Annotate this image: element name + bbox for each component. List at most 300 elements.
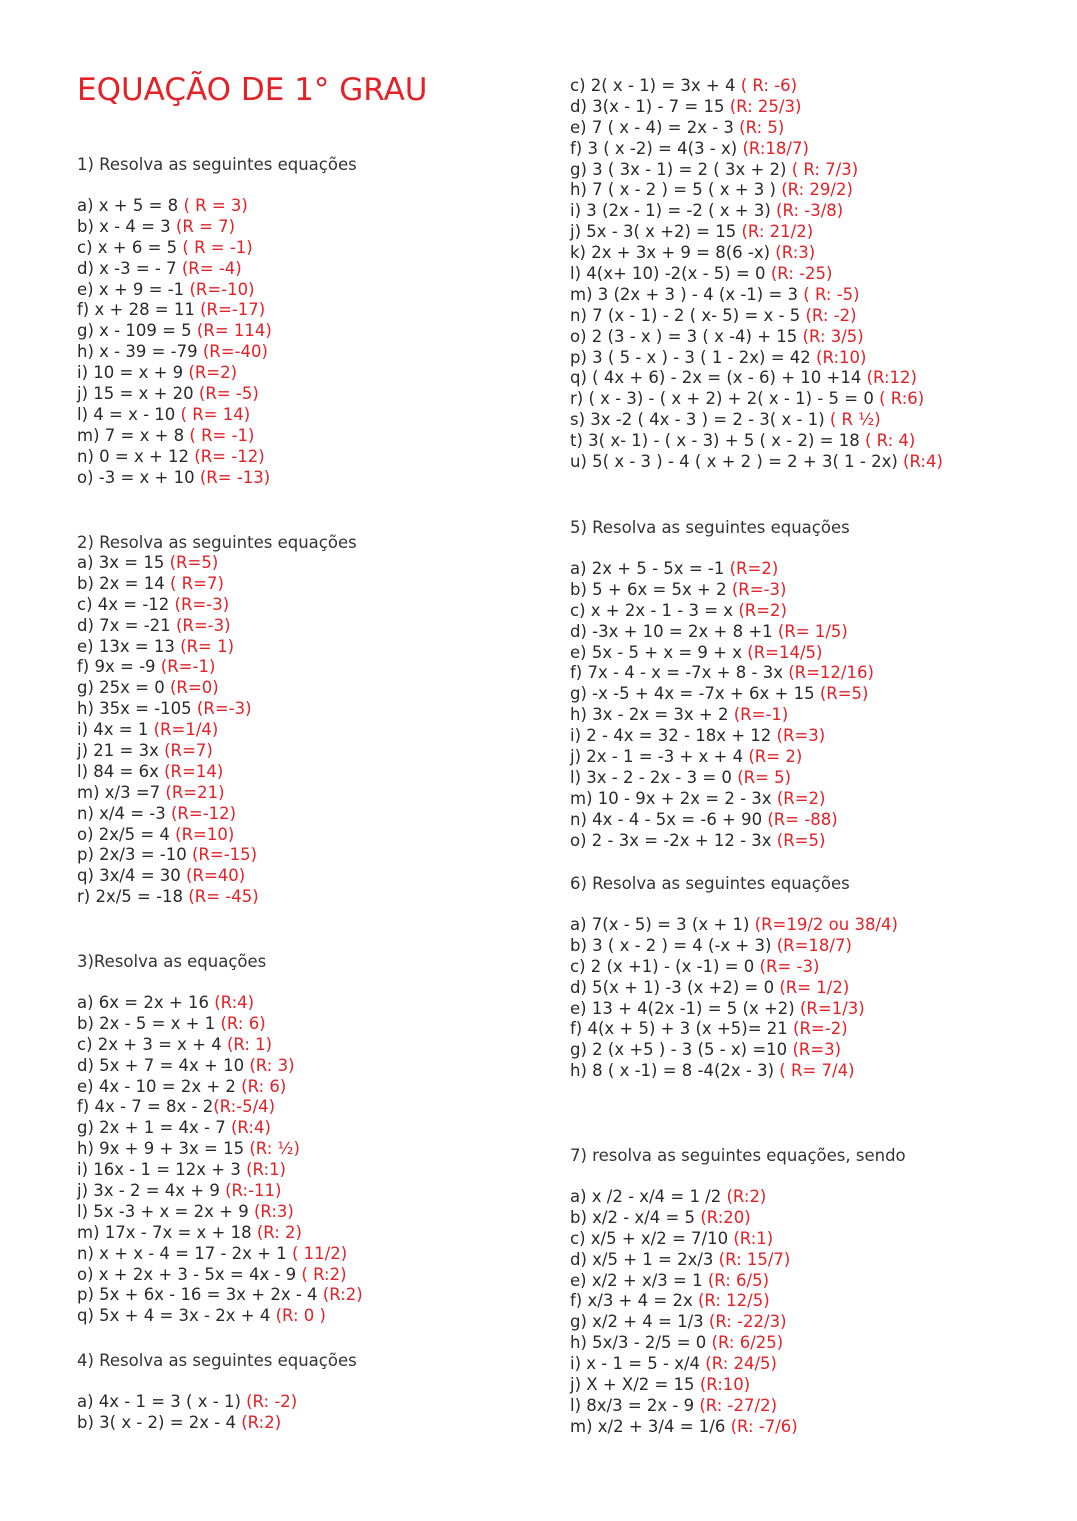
answer-text: (R:3) xyxy=(775,243,816,263)
equation-item xyxy=(570,601,874,622)
equation-text: p) 2x/3 = -10 xyxy=(77,845,192,865)
equation-text: g) x - 109 = 5 xyxy=(77,321,197,341)
answer-text: (R:1) xyxy=(246,1160,286,1180)
equation-text: i) 10 = x + 9 xyxy=(77,363,189,383)
answer-text: ( R = -1) xyxy=(182,237,253,257)
answer-text: (R = 7) xyxy=(175,216,236,236)
equation-item xyxy=(77,447,357,468)
equation-text: o) x + 2x + 3 - 5x = 4x - 9 xyxy=(77,1264,302,1284)
equation-text: c) x + 2x - 1 - 3 = x xyxy=(570,600,739,620)
equation-item xyxy=(77,887,357,908)
equation-item xyxy=(570,768,874,789)
answer-text: (R=3) xyxy=(792,1040,842,1060)
answer-text: (R:10) xyxy=(816,347,867,367)
equation-item xyxy=(570,810,874,831)
equation-text: d) 7x = -21 xyxy=(77,615,176,635)
equation-item xyxy=(77,300,357,321)
equation-text: f) 7x - 4 - x = -7x + 8 - 3x xyxy=(570,663,789,683)
equation-item xyxy=(570,139,943,160)
answer-text: (R:20) xyxy=(700,1207,751,1227)
equation-item xyxy=(570,1333,906,1354)
equation-text: d) 5x + 7 = 4x + 10 xyxy=(77,1055,250,1075)
equation-text: c) 4x = -12 xyxy=(77,594,175,614)
equation-item xyxy=(77,1244,363,1265)
equation-item xyxy=(570,1312,906,1333)
answer-text: (R=5) xyxy=(169,553,219,572)
equation-item xyxy=(570,643,874,664)
equation-text: q) 3x/4 = 30 xyxy=(77,866,187,886)
answer-text: (R= -3) xyxy=(759,956,820,976)
answer-text: ( 11/2) xyxy=(292,1243,348,1263)
equation-text: a) 7(x - 5) = 3 (x + 1) xyxy=(570,915,755,934)
answer-text: (R=2) xyxy=(738,600,787,620)
equation-text: f) x/3 + 4 = 2x xyxy=(570,1291,698,1311)
equation-item xyxy=(77,1014,363,1035)
equation-item xyxy=(570,180,943,201)
equation-text: b) 2x = 14 xyxy=(77,573,170,593)
equation-text: h) 7 ( x - 2 ) = 5 ( x + 3 ) xyxy=(570,180,782,200)
answer-text: (R: 29/2) xyxy=(781,180,853,200)
equation-text: u) 5( x - 3 ) - 4 ( x + 2 ) = 2 + 3( 1 - 2x) xyxy=(570,452,904,472)
equation-text: j) 21 = 3x xyxy=(77,741,165,761)
exercise-6 xyxy=(570,873,898,1082)
answer-text: (R= 2) xyxy=(748,747,803,767)
equation-item xyxy=(77,1413,357,1434)
equation-text: l) 4 = x - 10 xyxy=(77,404,181,424)
answer-text: (R:2) xyxy=(322,1285,363,1305)
answer-text: (R=-17) xyxy=(200,300,266,320)
answer-text: (R=1/3) xyxy=(800,998,865,1018)
answer-text: ( R: -5) xyxy=(803,284,860,304)
equation-text: j) 5x - 3( x +2) = 15 xyxy=(570,222,742,242)
equation-item xyxy=(77,405,357,426)
equation-text: m) 3 (2x + 3 ) - 4 (x -1) = 3 xyxy=(570,284,804,304)
equation-item xyxy=(570,410,943,431)
answer-text: (R: 21/2) xyxy=(741,222,814,242)
equation-text: n) 7 (x - 1) - 2 ( x- 5) = x - 5 xyxy=(570,305,806,325)
equation-text: n) x + x - 4 = 17 - 2x + 1 xyxy=(77,1243,292,1263)
answer-text: (R= 5) xyxy=(737,767,792,787)
answer-text: ( R: 4) xyxy=(864,431,916,451)
answer-text: (R: 5) xyxy=(739,117,785,137)
equation-item xyxy=(570,622,874,643)
equation-item xyxy=(570,285,943,306)
equation-item xyxy=(77,574,357,595)
equation-item xyxy=(77,741,357,762)
equation-text: d) 5(x + 1) -3 (x +2) = 0 xyxy=(570,977,780,997)
answer-text: (R= -4) xyxy=(181,258,242,278)
equation-text: f) x + 28 = 11 xyxy=(77,300,201,320)
equation-item xyxy=(77,468,357,489)
equation-text: k) 2x + 3x + 9 = 8(6 -x) xyxy=(570,243,776,263)
equation-text: q) ( 4x + 6) - 2x = (x - 6) + 10 +14 xyxy=(570,368,867,388)
equation-item xyxy=(570,705,874,726)
answer-text: (R=-15) xyxy=(191,845,258,865)
equation-item xyxy=(77,363,357,384)
answer-text: (R= 1/2) xyxy=(779,977,850,997)
answer-text: (R=40) xyxy=(186,866,246,886)
answer-text: (R=1/4) xyxy=(153,720,219,740)
equation-text: c) 2( x - 1) = 3x + 4 xyxy=(570,76,741,95)
equation-text: t) 3( x- 1) - ( x - 3) + 5 ( x - 2) = 18 xyxy=(570,431,865,451)
equation-text: b) x/2 - x/4 = 5 xyxy=(570,1207,701,1227)
answer-text: (R: -2) xyxy=(246,1392,298,1411)
answer-text: (R: 6/5) xyxy=(707,1270,770,1290)
equation-text: b) 2x - 5 = x + 1 xyxy=(77,1013,221,1033)
answer-text: (R=21) xyxy=(165,782,225,802)
equation-text: h) 8 ( x -1) = 8 -4(2x - 3) xyxy=(570,1061,780,1081)
equation-item xyxy=(570,1019,898,1040)
answer-text: (R:1) xyxy=(733,1228,774,1248)
equation-item xyxy=(570,580,874,601)
equation-text: j) X + X/2 = 15 xyxy=(570,1375,700,1395)
exercise-heading: 3)Resolva as equações xyxy=(77,952,267,971)
equation-text: b) 5 + 6x = 5x + 2 xyxy=(570,579,732,599)
equation-item xyxy=(77,280,357,301)
equation-text: g) 2x + 1 = 4x - 7 xyxy=(77,1118,231,1138)
answer-text: (R=0) xyxy=(169,678,219,698)
equation-item xyxy=(570,936,898,957)
equation-text: g) 25x = 0 xyxy=(77,678,170,698)
equation-text: l) 8x/3 = 2x - 9 xyxy=(570,1395,700,1415)
equation-item xyxy=(77,342,357,363)
equation-text: a) 4x - 1 = 3 ( x - 1) xyxy=(77,1392,247,1411)
exercise-heading: 6) Resolva as seguintes equações xyxy=(570,874,850,893)
equation-item xyxy=(570,726,874,747)
answer-text: (R=-12) xyxy=(170,803,237,823)
equation-item xyxy=(77,1097,363,1118)
page-title: EQUAÇÃO DE 1° GRAU xyxy=(77,72,428,108)
equation-text: j) 2x - 1 = -3 + x + 4 xyxy=(570,747,749,767)
equation-text: e) 4x - 10 = 2x + 2 xyxy=(77,1076,242,1096)
equation-text: b) 3 ( x - 2 ) = 4 (-x + 3) xyxy=(570,935,777,955)
equation-text: g) 3 ( 3x - 1) = 2 ( 3x + 2) xyxy=(570,159,792,179)
equation-text: p) 5x + 6x - 16 = 3x + 2x - 4 xyxy=(77,1285,323,1305)
equation-item xyxy=(570,348,943,369)
answer-text: ( R: -6) xyxy=(740,76,798,95)
answer-text: (R:-11) xyxy=(225,1181,282,1201)
equation-item xyxy=(77,196,357,217)
equation-item xyxy=(77,657,357,678)
equation-item xyxy=(77,1077,363,1098)
answer-text: (R: 24/5) xyxy=(705,1354,777,1374)
answer-text: (R=3) xyxy=(776,726,826,746)
equation-text: l) 3x - 2 - 2x - 3 = 0 xyxy=(570,767,738,787)
answer-text: (R: 6/25) xyxy=(711,1333,784,1353)
equation-item xyxy=(570,118,943,139)
equation-text: c) 2 (x +1) - (x -1) = 0 xyxy=(570,956,760,976)
answer-text: (R= -45) xyxy=(188,887,259,907)
exercise-1 xyxy=(77,154,357,488)
exercise-heading: 7) resolva as seguintes equações, sendo xyxy=(570,1146,906,1165)
equation-item xyxy=(77,595,357,616)
equation-text: g) 2 (x +5 ) - 3 (5 - x) =10 xyxy=(570,1040,793,1060)
equation-item xyxy=(570,1229,906,1250)
exercise-2 xyxy=(77,532,357,908)
equation-item xyxy=(570,663,874,684)
equation-item xyxy=(570,1250,906,1271)
equation-item xyxy=(77,845,357,866)
equation-text: c) x/5 + x/2 = 7/10 xyxy=(570,1228,734,1248)
answer-text: (R=-10) xyxy=(189,279,255,299)
answer-text: (R=-40) xyxy=(202,342,268,362)
equation-text: h) 5x/3 - 2/5 = 0 xyxy=(570,1333,712,1353)
equation-text: d) x/5 + 1 = 2x/3 xyxy=(570,1249,719,1269)
answer-text: (R: -25) xyxy=(770,264,833,284)
equation-item xyxy=(77,321,357,342)
equation-text: a) x + 5 = 8 xyxy=(77,196,184,215)
equation-item xyxy=(77,1265,363,1286)
equation-text: f) 3 ( x -2) = 4(3 - x) xyxy=(570,138,743,158)
equation-item xyxy=(77,804,357,825)
answer-text: (R=2) xyxy=(729,559,779,578)
equation-item xyxy=(570,243,943,264)
equation-text: e) x/2 + x/3 = 1 xyxy=(570,1270,708,1290)
equation-item xyxy=(77,259,357,280)
equation-text: l) 4(x+ 10) -2(x - 5) = 0 xyxy=(570,264,771,284)
equation-item xyxy=(77,1139,363,1160)
exercise-3 xyxy=(77,951,363,1327)
equation-item xyxy=(570,160,943,181)
equation-text: d) -3x + 10 = 2x + 8 +1 xyxy=(570,621,778,641)
equation-item xyxy=(570,431,943,452)
equation-item xyxy=(77,1160,363,1181)
answer-text: ( R:6) xyxy=(879,389,925,409)
equation-text: g) -x -5 + 4x = -7x + 6x + 15 xyxy=(570,684,820,704)
exercise-heading: 4) Resolva as seguintes equações xyxy=(77,1351,357,1370)
answer-text: (R:10) xyxy=(699,1375,751,1395)
equation-item xyxy=(77,1392,357,1413)
answer-text: ( R = 3) xyxy=(183,196,248,215)
answer-text: (R: 3/5) xyxy=(802,326,864,346)
equation-item xyxy=(77,762,357,783)
equation-text: j) 3x - 2 = 4x + 9 xyxy=(77,1181,226,1201)
answer-text: ( R=7) xyxy=(169,573,224,593)
exercise-heading: 2) Resolva as seguintes equações xyxy=(77,533,357,552)
equation-item xyxy=(570,76,943,97)
answer-text: ( R:2) xyxy=(301,1264,347,1284)
answer-text: (R=-3) xyxy=(174,594,230,614)
answer-text: ( R= 7/4) xyxy=(779,1061,855,1081)
equation-item xyxy=(570,1396,906,1417)
equation-item xyxy=(77,678,357,699)
exercise-heading: 1) Resolva as seguintes equações xyxy=(77,155,357,174)
exercise-5 xyxy=(570,517,874,851)
answer-text: (R=14) xyxy=(164,761,224,781)
answer-text: (R:4) xyxy=(231,1118,271,1138)
equation-text: f) 9x = -9 xyxy=(77,657,161,677)
answer-text: (R:3) xyxy=(253,1201,294,1221)
answer-text: (R: 15/7) xyxy=(718,1249,791,1269)
equation-item xyxy=(77,1202,363,1223)
equation-item xyxy=(77,426,357,447)
answer-text: (R=10) xyxy=(175,824,235,844)
equation-item xyxy=(570,1187,906,1208)
answer-text: (R: 2) xyxy=(256,1222,302,1242)
equation-item xyxy=(77,1181,363,1202)
equation-item xyxy=(77,866,357,887)
equation-text: h) 9x + 9 + 3x = 15 xyxy=(77,1139,250,1159)
equation-item xyxy=(570,1354,906,1375)
equation-text: m) 17x - 7x = x + 18 xyxy=(77,1222,257,1242)
equation-item xyxy=(570,264,943,285)
equation-text: a) x /2 - x/4 = 1 /2 xyxy=(570,1187,727,1206)
equation-item xyxy=(570,999,898,1020)
equation-text: i) 3 (2x - 1) = -2 ( x + 3) xyxy=(570,201,777,221)
equation-text: i) x - 1 = 5 - x/4 xyxy=(570,1354,706,1374)
equation-item xyxy=(77,720,357,741)
answer-text: (R:-5/4) xyxy=(213,1097,276,1117)
equation-text: o) 2x/5 = 4 xyxy=(77,824,176,844)
answer-text: (R=-1) xyxy=(160,657,216,677)
equation-item xyxy=(77,637,357,658)
answer-text: (R=2) xyxy=(776,788,826,808)
answer-text: (R=12/16) xyxy=(788,663,874,683)
exercise-7 xyxy=(570,1145,906,1438)
equation-text: h) 3x - 2x = 3x + 2 xyxy=(570,705,734,725)
equation-item xyxy=(570,559,874,580)
equation-text: d) x -3 = - 7 xyxy=(77,258,182,278)
answer-text: (R: -27/2) xyxy=(699,1395,778,1415)
equation-text: i) 16x - 1 = 12x + 3 xyxy=(77,1160,247,1180)
answer-text: ( R: 7/3) xyxy=(791,159,859,179)
equation-item xyxy=(570,789,874,810)
equation-item xyxy=(77,783,357,804)
equation-item xyxy=(77,993,363,1014)
answer-text: (R: ½) xyxy=(249,1139,300,1159)
equation-text: m) 10 - 9x + 2x = 2 - 3x xyxy=(570,788,777,808)
equation-item xyxy=(570,327,943,348)
answer-text: (R: 25/3) xyxy=(729,96,802,116)
equation-item xyxy=(570,389,943,410)
equation-text: e) 5x - 5 + x = 9 + x xyxy=(570,642,748,662)
answer-text: (R= 1/5) xyxy=(777,621,848,641)
equation-item xyxy=(570,1291,906,1312)
equation-text: n) 4x - 4 - 5x = -6 + 90 xyxy=(570,809,768,829)
answer-text: (R: -7/6) xyxy=(730,1416,798,1436)
answer-text: (R=2) xyxy=(188,363,238,383)
answer-text: (R=5) xyxy=(776,830,826,850)
equation-item xyxy=(77,384,357,405)
answer-text: (R=5) xyxy=(819,684,869,704)
equation-text: s) 3x -2 ( 4x - 3 ) = 2 - 3( x - 1) xyxy=(570,410,830,430)
answer-text: (R= -5) xyxy=(198,384,259,404)
answer-text: ( R ½) xyxy=(829,410,881,430)
equation-text: b) 3( x - 2) = 2x - 4 xyxy=(77,1412,242,1432)
equation-text: l) 84 = 6x xyxy=(77,761,165,781)
answer-text: (R=18/7) xyxy=(776,935,852,955)
equation-item xyxy=(570,1417,906,1438)
answer-text: (R=14/5) xyxy=(747,642,823,662)
equation-item xyxy=(570,1040,898,1061)
equation-item xyxy=(77,238,357,259)
answer-text: (R: 3) xyxy=(249,1055,295,1075)
equation-text: e) 7 ( x - 4) = 2x - 3 xyxy=(570,117,740,137)
answer-text: (R: -3/8) xyxy=(776,201,844,221)
equation-text: f) 4x - 7 = 8x - 2 xyxy=(77,1097,214,1117)
answer-text: (R:2) xyxy=(241,1412,282,1432)
equation-text: c) x + 6 = 5 xyxy=(77,237,183,257)
equation-item xyxy=(570,915,898,936)
answer-text: (R: 6) xyxy=(220,1013,266,1033)
exercise-heading: 5) Resolva as seguintes equações xyxy=(570,518,850,537)
equation-text: n) x/4 = -3 xyxy=(77,803,171,823)
answer-text: (R: -2) xyxy=(805,305,857,325)
equation-item xyxy=(77,1306,363,1327)
equation-text: g) x/2 + 4 = 1/3 xyxy=(570,1312,709,1332)
equation-text: f) 4(x + 5) + 3 (x +5)= 21 xyxy=(570,1019,794,1039)
equation-text: b) x - 4 = 3 xyxy=(77,216,176,236)
equation-text: o) 2 (3 - x ) = 3 ( x -4) + 15 xyxy=(570,326,803,346)
answer-text: (R: 1) xyxy=(226,1034,273,1054)
equation-text: a) 2x + 5 - 5x = -1 xyxy=(570,559,730,578)
equation-item xyxy=(570,1271,906,1292)
equation-text: m) x/2 + 3/4 = 1/6 xyxy=(570,1416,731,1436)
equation-text: d) 3(x - 1) - 7 = 15 xyxy=(570,96,730,116)
answer-text: (R=-3) xyxy=(731,579,787,599)
answer-text: (R= 1) xyxy=(180,636,235,656)
answer-text: (R= -88) xyxy=(767,809,838,829)
equation-item xyxy=(77,616,357,637)
equation-text: r) ( x - 3) - ( x + 2) + 2( x - 1) - 5 = 0 xyxy=(570,389,880,409)
equation-item xyxy=(77,1118,363,1139)
equation-text: r) 2x/5 = -18 xyxy=(77,887,189,907)
answer-text: (R=-3) xyxy=(196,699,252,719)
equation-item xyxy=(570,97,943,118)
equation-item xyxy=(570,957,898,978)
equation-item xyxy=(77,217,357,238)
answer-text: (R: 6) xyxy=(241,1076,287,1096)
equation-text: e) 13x = 13 xyxy=(77,636,181,656)
answer-text: (R:2) xyxy=(726,1187,767,1206)
equation-item xyxy=(570,452,943,473)
exercise-4-continued xyxy=(570,76,943,473)
equation-item xyxy=(77,1285,363,1306)
equation-text: m) 7 = x + 8 xyxy=(77,425,190,445)
equation-text: e) 13 + 4(2x -1) = 5 (x +2) xyxy=(570,998,800,1018)
answer-text: (R: 12/5) xyxy=(697,1291,770,1311)
equation-item xyxy=(570,368,943,389)
equation-item xyxy=(570,831,874,852)
equation-text: i) 2 - 4x = 32 - 18x + 12 xyxy=(570,726,777,746)
equation-text: n) 0 = x + 12 xyxy=(77,446,195,466)
exercise-4 xyxy=(77,1350,357,1434)
answer-text: (R=19/2 ou 38/4) xyxy=(754,915,898,934)
equation-item xyxy=(570,306,943,327)
equation-text: l) 5x -3 + x = 2x + 9 xyxy=(77,1201,254,1221)
equation-item xyxy=(570,978,898,999)
answer-text: (R:4) xyxy=(903,452,943,472)
answer-text: (R: -22/3) xyxy=(708,1312,787,1332)
equation-text: c) 2x + 3 = x + 4 xyxy=(77,1034,227,1054)
equation-text: o) 2 - 3x = -2x + 12 - 3x xyxy=(570,830,777,850)
equation-item xyxy=(570,222,943,243)
answer-text: (R=7) xyxy=(164,741,213,761)
equation-item xyxy=(77,1223,363,1244)
answer-text: (R=-3) xyxy=(175,615,231,635)
equation-item xyxy=(77,699,357,720)
answer-text: (R: 0 ) xyxy=(275,1306,326,1326)
equation-item xyxy=(77,1035,363,1056)
equation-text: h) 35x = -105 xyxy=(77,699,197,719)
equation-item xyxy=(570,684,874,705)
equation-item xyxy=(570,1375,906,1396)
answer-text: (R= 114) xyxy=(196,321,272,341)
equation-text: o) -3 = x + 10 xyxy=(77,467,200,487)
answer-text: (R:4) xyxy=(214,993,255,1012)
answer-text: ( R= -1) xyxy=(189,425,255,445)
answer-text: (R=-1) xyxy=(733,705,789,725)
